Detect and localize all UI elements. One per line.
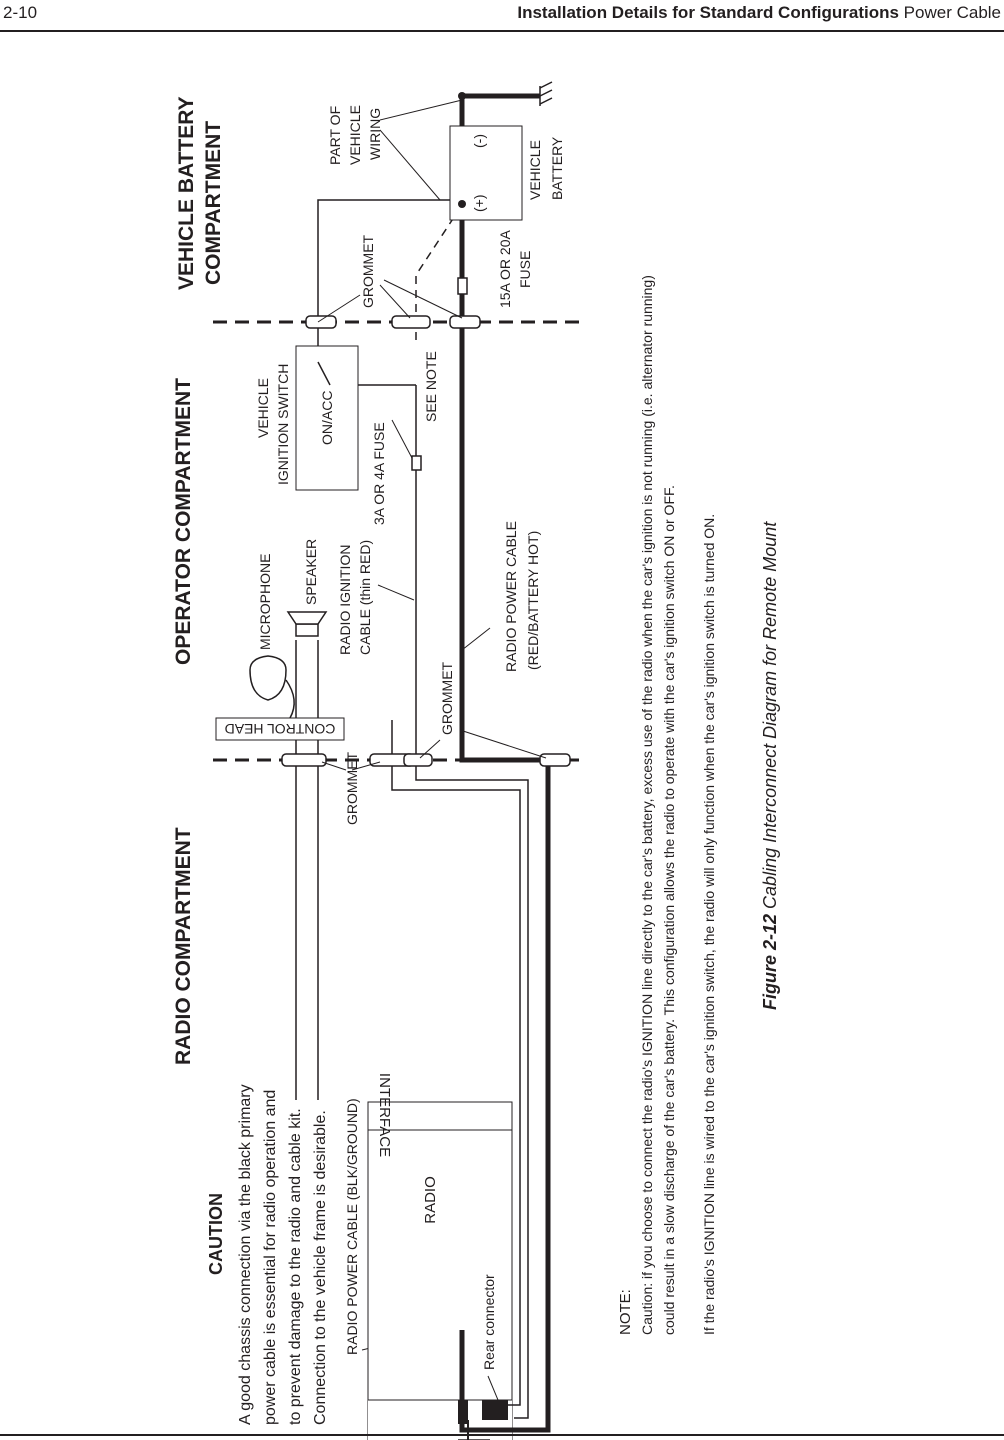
battery-compartment-title-line1: VEHICLE BATTERY [175, 96, 198, 290]
grommet-leader-center-2 [460, 730, 546, 758]
figure-caption [760, 521, 780, 1010]
large-fuse [458, 278, 467, 294]
grommet-leader-right-3 [384, 280, 462, 318]
ignition-switch-wire [318, 200, 462, 360]
caution-title: CAUTION [206, 1193, 226, 1275]
ignition-cable-label-1: RADIO IGNITION [337, 544, 353, 655]
ignition-switch-label-2: IGNITION SWITCH [275, 363, 291, 485]
microphone-icon [250, 656, 286, 700]
battery-label-1: VEHICLE [527, 140, 543, 200]
rear-connector [482, 1400, 508, 1420]
speaker-label: SPEAKER [303, 538, 319, 605]
see-note-label: SEE NOTE [423, 351, 439, 422]
battery-positive-terminal [458, 200, 466, 208]
grommet-label-left: GROMMET [344, 751, 360, 825]
control-head-label: CONTROL HEAD [224, 721, 336, 737]
ignition-cable-leader [378, 585, 414, 600]
battery-label-2: BATTERY [549, 136, 565, 200]
grommets-battery-divider [306, 316, 480, 328]
figure-caption-text: Cabling Interconnect Diagram for Remote Mount [760, 521, 780, 909]
on-acc-label: ON/ACC [319, 390, 335, 445]
large-fuse-label-1: 15A OR 20A [497, 230, 513, 308]
small-fuse [412, 456, 421, 470]
grommet-leader-left-1 [322, 762, 346, 770]
grommet-label-center: GROMMET [439, 661, 455, 735]
battery-minus-label: (-) [471, 134, 487, 148]
speaker-icon [288, 612, 326, 636]
page-number: 2-10 [3, 3, 38, 22]
caution-line-4: Connection to the vehicle frame is desirable. [312, 1110, 329, 1425]
battery-compartment-title-line2: COMPARTMENT [202, 120, 225, 285]
caution-line-1: A good chassis connection via the black primary [237, 1084, 254, 1425]
vehicle-wiring-label-2: VEHICLE [347, 105, 363, 165]
interface-label: INTERFACE [376, 1072, 393, 1158]
vehicle-wiring-leader-1 [380, 100, 462, 120]
radio-power-ground-label: RADIO POWER CABLE (BLK/GROUND) [344, 1098, 360, 1355]
ignition-cable-label-2: CABLE (thin RED) [357, 539, 373, 655]
ignition-switch-label-1: VEHICLE [255, 378, 271, 438]
microphone-cord [286, 680, 294, 718]
battery-negative-terminal [458, 92, 466, 100]
small-fuse-leader [392, 420, 412, 458]
section-title-bold: Installation Details for Standard Configurations [517, 3, 899, 22]
radio-label: RADIO [422, 1176, 439, 1224]
vehicle-wiring-leader-2 [380, 130, 440, 200]
grommet-leader-right-1 [318, 295, 360, 322]
battery-ground-icon [540, 82, 552, 106]
caution-line-2: power cable is essential for radio operation and [262, 1089, 279, 1425]
microphone-label: MICROPHONE [257, 553, 273, 650]
small-fuse-label: 3A OR 4A FUSE [371, 422, 387, 525]
figure-caption-label: Figure 2-12 [760, 913, 780, 1010]
operator-compartment-title: OPERATOR COMPARTMENT [172, 378, 195, 665]
note-title: NOTE: [617, 1289, 634, 1335]
vehicle-wiring-label-1: PART OF [327, 105, 343, 165]
rear-connector-label: Rear connector [481, 1274, 497, 1370]
power-cable-label-2: (RED/BATTERY HOT) [525, 530, 541, 670]
large-fuse-label-2: FUSE [517, 250, 533, 288]
vehicle-wiring-label-3: WIRING [367, 107, 383, 160]
section-title-regular: Power Cable [903, 3, 1001, 22]
power-cable-label-1: RADIO POWER CABLE [503, 521, 519, 672]
battery-plus-label: (+) [471, 194, 487, 212]
note-line-3: If the radio's IGNITION line is wired to the car's ignition switch, the radio will only function when the car's ignition switch is turned ON. [701, 513, 717, 1335]
power-cable-leader [462, 628, 490, 650]
grommet-label-right: GROMMET [360, 234, 376, 308]
footer-rule [0, 1434, 1004, 1436]
radio-compartment-title: RADIO COMPARTMENT [172, 827, 195, 1065]
note-line-2: could result in a slow discharge of the car's battery. This configuration allows the radio to operate with the car's ignition switch ON or OFF. [661, 485, 677, 1335]
caution-line-3: to prevent damage to the radio and cable kit. [287, 1108, 304, 1425]
note-line-1: Caution: if you choose to connect the radio's IGNITION line directly to the car's battery, excess use of the radio when the car's ignition is not running (i.e. alternator running) [639, 275, 655, 1335]
